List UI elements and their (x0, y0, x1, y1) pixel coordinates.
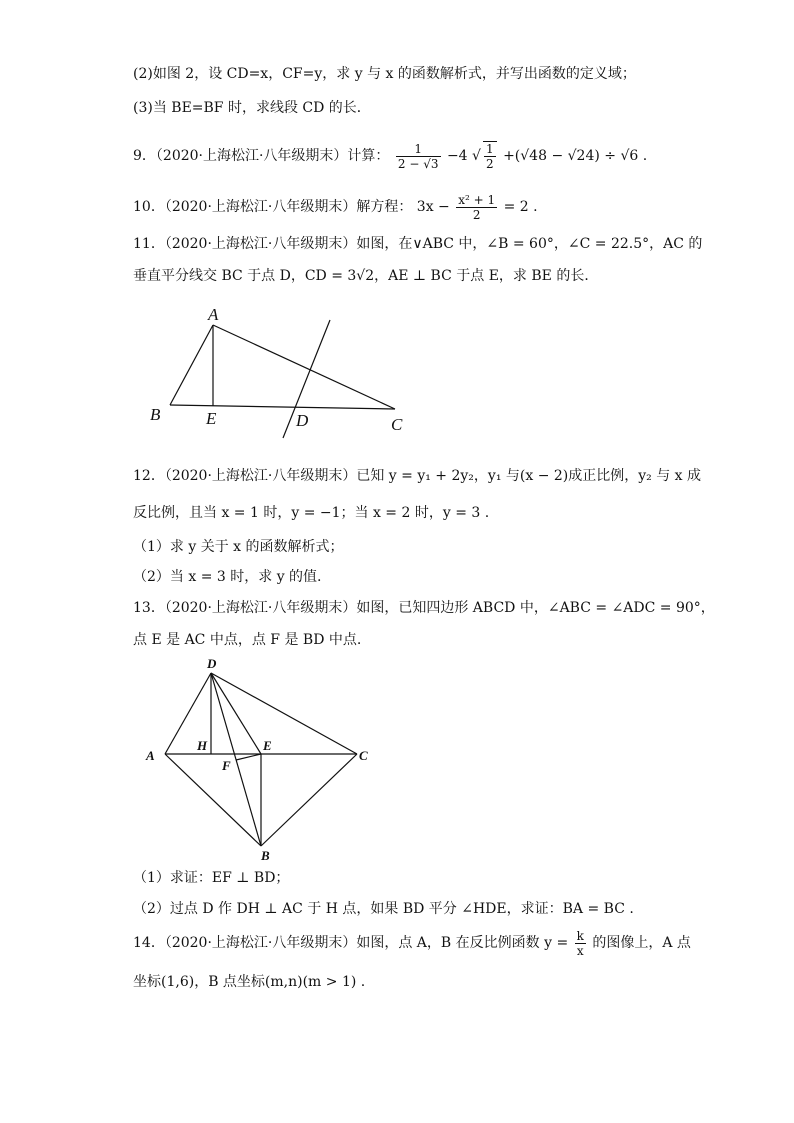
q13-line2: 点 E 是 AC 中点，点 F 是 BD 中点. (133, 632, 362, 648)
q9-root-fraction (483, 141, 497, 171)
q9 (133, 141, 647, 171)
q13-part2: （2）过点 D 作 DH ⊥ AC 于 H 点，如果 BD 平分 ∠HDE，求证：BA = BC . (133, 901, 634, 917)
q14-frac-den: x (576, 943, 584, 958)
label-d: D (296, 411, 309, 430)
q9-root-num: 1 (485, 142, 494, 156)
label-c: C (391, 415, 403, 434)
q10-b: = 2 . (503, 199, 538, 215)
segment-dc (211, 673, 357, 754)
q14-line1b: 的图像上，A 点 (592, 935, 691, 951)
figure-quadrilateral-abcd (140, 650, 380, 865)
q10-fraction (456, 193, 497, 222)
figure-triangle-abc (140, 300, 420, 445)
label-a: A (146, 748, 155, 763)
q12-line1: 12．（2020·上海松江·八年级期末）已知 y = y₁ + 2y₂，y₁ 与(x − 2)成正比例，y₂ 与 x 成 (133, 468, 702, 484)
segment-de (211, 673, 261, 754)
label-h: H (197, 738, 208, 753)
label-e: E (263, 738, 272, 753)
q13-part1: （1）求证：EF ⊥ BD； (133, 870, 290, 886)
q14-line1a: 14．（2020·上海松江·八年级期末）如图，点 A，B 在反比例函数 y = (133, 935, 569, 951)
segment-ac (213, 325, 395, 409)
q10 (133, 192, 538, 222)
label-f: F (222, 758, 231, 773)
q9-frac-num: 1 (396, 142, 441, 157)
segment-bc (170, 405, 395, 409)
q11-line1: 11．（2020·上海松江·八年级期末）如图，在∨ABC 中，∠B = 60°，∠C = 22.5°，AC 的 (133, 236, 703, 252)
segment-fe (236, 754, 261, 760)
q9-root-den: 2 (485, 157, 494, 171)
q10-frac-num: x² + 1 (458, 192, 496, 207)
segment-cb (261, 754, 357, 846)
q9-frac-den: 2 − √3 (397, 156, 439, 171)
q11-line2: 垂直平分线交 BC 于点 D，CD = 3√2，AE ⊥ BC 于点 E，求 BE 的长． (133, 268, 599, 284)
q14-fraction (575, 929, 586, 958)
sqrt-icon: √ (472, 148, 481, 164)
label-c: C (359, 748, 368, 763)
label-b: B (261, 848, 270, 863)
segment-ab (165, 754, 261, 846)
q10-a: 3x − (416, 199, 450, 215)
q10-frac-den: 2 (472, 207, 481, 222)
q12-part2: （2）当 x = 3 时，求 y 的值. (133, 569, 322, 585)
q13-line1: 13．（2020·上海松江·八年级期末）如图，已知四边形 ABCD 中，∠ABC = ∠ADC = 90°， (133, 600, 715, 616)
q12-part1: （1）求 y 关于 x 的函数解析式； (133, 539, 344, 555)
q14-line1 (133, 928, 691, 958)
segment-ab (170, 325, 213, 405)
q9-fraction (396, 142, 441, 171)
label-a: A (208, 305, 219, 324)
q8-part2: (2)如图 2，设 CD=x，CF=y，求 y 与 x 的函数解析式，并写出函数的定义域； (133, 66, 636, 82)
q9-tail: +(√48 − √24) ÷ √6 . (503, 148, 648, 164)
q9-minus4: −4 (446, 148, 468, 164)
q14-frac-num: k (576, 928, 584, 943)
q14-line2: 坐标(1,6)，B 点坐标(m,n)(m > 1) . (133, 974, 366, 990)
q9-prefix: 9．（2020·上海松江·八年级期末）计算： (133, 148, 390, 164)
q10-prefix: 10．（2020·上海松江·八年级期末）解方程： (133, 199, 413, 215)
label-d: D (207, 656, 217, 671)
label-e: E (206, 409, 217, 428)
q12-line2: 反比例，且当 x = 1 时，y = −1；当 x = 2 时，y = 3 . (133, 505, 490, 521)
label-b: B (150, 405, 161, 424)
q8-part3: (3)当 BE=BF 时，求线段 CD 的长． (133, 100, 371, 116)
